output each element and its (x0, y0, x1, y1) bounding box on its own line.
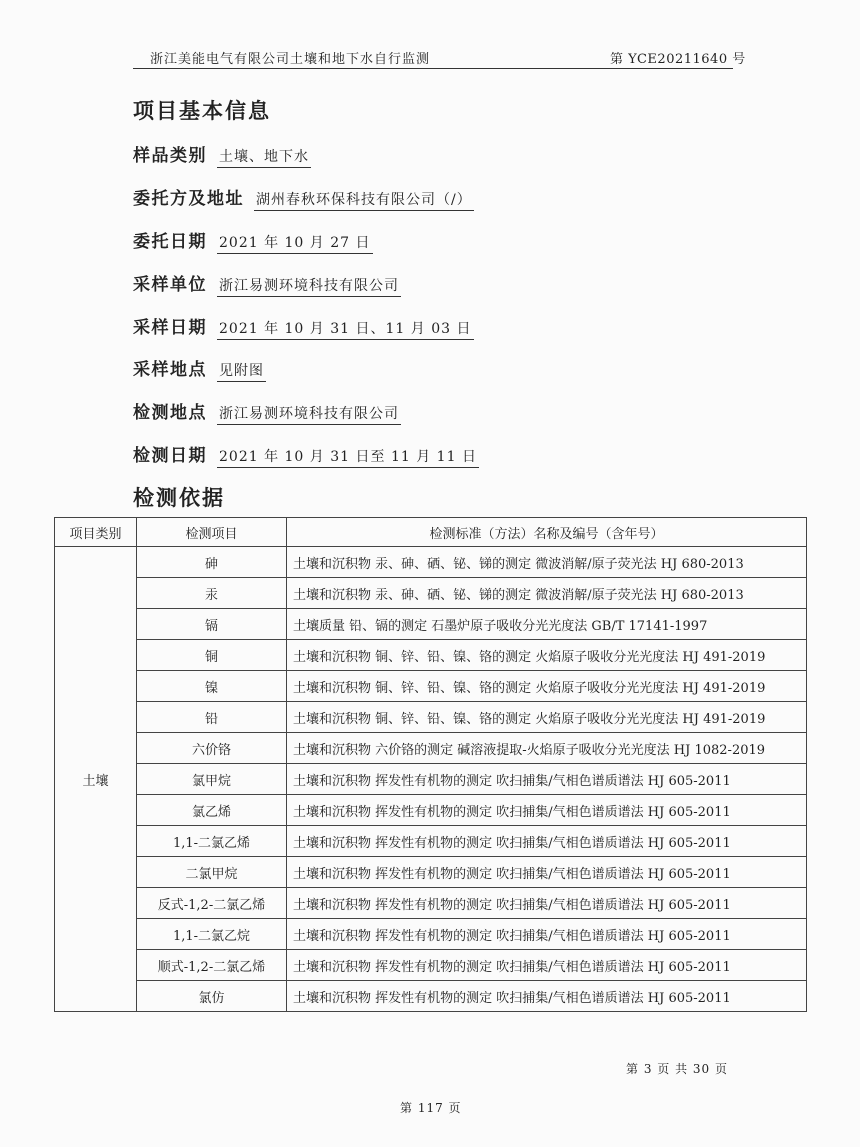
table-row (55, 578, 807, 609)
info-row-sampling-location (133, 355, 266, 382)
table-row (55, 733, 807, 764)
info-row-client (133, 184, 474, 211)
info-label: 委托方及地址 (133, 189, 244, 209)
info-label: 采样地点 (133, 360, 207, 380)
info-row-testing-location (133, 398, 401, 425)
info-label: 检测日期 (133, 446, 207, 466)
item-cell: 二氯甲烷 (137, 857, 287, 888)
info-row-commission-date (133, 227, 373, 254)
table-row (55, 950, 807, 981)
standard-cell: 土壤和沉积物 挥发性有机物的测定 吹扫捕集/气相色谱质谱法 HJ 605-2011 (287, 981, 807, 1012)
item-cell: 镍 (137, 671, 287, 702)
header-divider (133, 68, 733, 69)
info-value: 土壤、地下水 (217, 146, 311, 168)
item-cell: 反式-1,2-二氯乙烯 (137, 888, 287, 919)
standard-cell: 土壤和沉积物 汞、砷、硒、铋、锑的测定 微波消解/原子荧光法 HJ 680-2013 (287, 578, 807, 609)
info-value: 2021 年 10 月 27 日 (217, 232, 373, 254)
table-row (55, 795, 807, 826)
item-cell: 顺式-1,2-二氯乙烯 (137, 950, 287, 981)
item-cell: 镉 (137, 609, 287, 640)
header-title: 浙江美能电气有限公司土壤和地下水自行监测 (150, 52, 431, 67)
project-info-title: 项目基本信息 (133, 98, 271, 123)
standard-cell: 土壤和沉积物 挥发性有机物的测定 吹扫捕集/气相色谱质谱法 HJ 605-2011 (287, 826, 807, 857)
header-category: 项目类别 (55, 518, 137, 547)
table-row (55, 919, 807, 950)
item-cell: 铜 (137, 640, 287, 671)
info-value: 见附图 (217, 360, 266, 382)
standard-cell: 土壤和沉积物 挥发性有机物的测定 吹扫捕集/气相色谱质谱法 HJ 605-2011 (287, 795, 807, 826)
info-row-testing-date (133, 441, 479, 468)
table-row (55, 671, 807, 702)
info-value: 浙江易测环境科技有限公司 (217, 275, 401, 297)
standard-cell: 土壤和沉积物 挥发性有机物的测定 吹扫捕集/气相色谱质谱法 HJ 605-2011 (287, 857, 807, 888)
standard-cell: 土壤和沉积物 挥发性有机物的测定 吹扫捕集/气相色谱质谱法 HJ 605-2011 (287, 764, 807, 795)
table-row (55, 981, 807, 1012)
basis-title: 检测依据 (133, 485, 225, 510)
item-cell: 六价铬 (137, 733, 287, 764)
item-cell: 氯甲烷 (137, 764, 287, 795)
standard-cell: 土壤和沉积物 铜、锌、铅、镍、铬的测定 火焰原子吸收分光光度法 HJ 491-2019 (287, 702, 807, 733)
page-number: 第 117 页 (400, 1101, 462, 1115)
info-value: 浙江易测环境科技有限公司 (217, 403, 401, 425)
info-row-sample-type (133, 141, 311, 168)
item-cell: 1,1-二氯乙烷 (137, 919, 287, 950)
item-cell: 1,1-二氯乙烯 (137, 826, 287, 857)
info-value: 2021 年 10 月 31 日、11 月 03 日 (217, 318, 474, 340)
standard-cell: 土壤和沉积物 挥发性有机物的测定 吹扫捕集/气相色谱质谱法 HJ 605-2011 (287, 888, 807, 919)
table-row (55, 640, 807, 671)
table-row (55, 888, 807, 919)
report-number: 第 YCE20211640 号 (610, 52, 746, 67)
info-value: 湖州春秋环保科技有限公司（/） (254, 189, 474, 211)
standard-cell: 土壤和沉积物 铜、锌、铅、镍、铬的测定 火焰原子吸收分光光度法 HJ 491-2019 (287, 671, 807, 702)
standard-cell: 土壤和沉积物 铜、锌、铅、镍、铬的测定 火焰原子吸收分光光度法 HJ 491-2019 (287, 640, 807, 671)
standard-cell: 土壤质量 铅、镉的测定 石墨炉原子吸收分光光度法 GB/T 17141-1997 (287, 609, 807, 640)
item-cell: 氯乙烯 (137, 795, 287, 826)
header-standard: 检测标准（方法）名称及编号（含年号） (287, 518, 807, 547)
section-page-number: 第 3 页 共 30 页 (626, 1062, 728, 1076)
table-row (55, 857, 807, 888)
standard-cell: 土壤和沉积物 六价铬的测定 碱溶液提取-火焰原子吸收分光光度法 HJ 1082-2019 (287, 733, 807, 764)
header-item: 检测项目 (137, 518, 287, 547)
info-label: 检测地点 (133, 403, 207, 423)
standard-cell: 土壤和沉积物 挥发性有机物的测定 吹扫捕集/气相色谱质谱法 HJ 605-2011 (287, 919, 807, 950)
table-row (55, 826, 807, 857)
table-header-row (55, 518, 807, 547)
standard-cell: 土壤和沉积物 挥发性有机物的测定 吹扫捕集/气相色谱质谱法 HJ 605-2011 (287, 950, 807, 981)
item-cell: 铅 (137, 702, 287, 733)
table-row (55, 609, 807, 640)
table-row (55, 702, 807, 733)
item-cell: 汞 (137, 578, 287, 609)
info-label: 采样日期 (133, 318, 207, 338)
info-label: 委托日期 (133, 232, 207, 252)
info-value: 2021 年 10 月 31 日至 11 月 11 日 (217, 446, 479, 468)
table-row (55, 764, 807, 795)
info-label: 样品类别 (133, 146, 207, 166)
info-label: 采样单位 (133, 275, 207, 295)
standard-cell: 土壤和沉积物 汞、砷、硒、铋、锑的测定 微波消解/原子荧光法 HJ 680-2013 (287, 547, 807, 578)
category-cell: 土壤 (55, 547, 137, 1012)
table-row (55, 547, 807, 578)
basis-table (54, 517, 807, 1012)
info-row-sampling-unit (133, 270, 401, 297)
item-cell: 砷 (137, 547, 287, 578)
item-cell: 氯仿 (137, 981, 287, 1012)
info-row-sampling-date (133, 313, 474, 340)
